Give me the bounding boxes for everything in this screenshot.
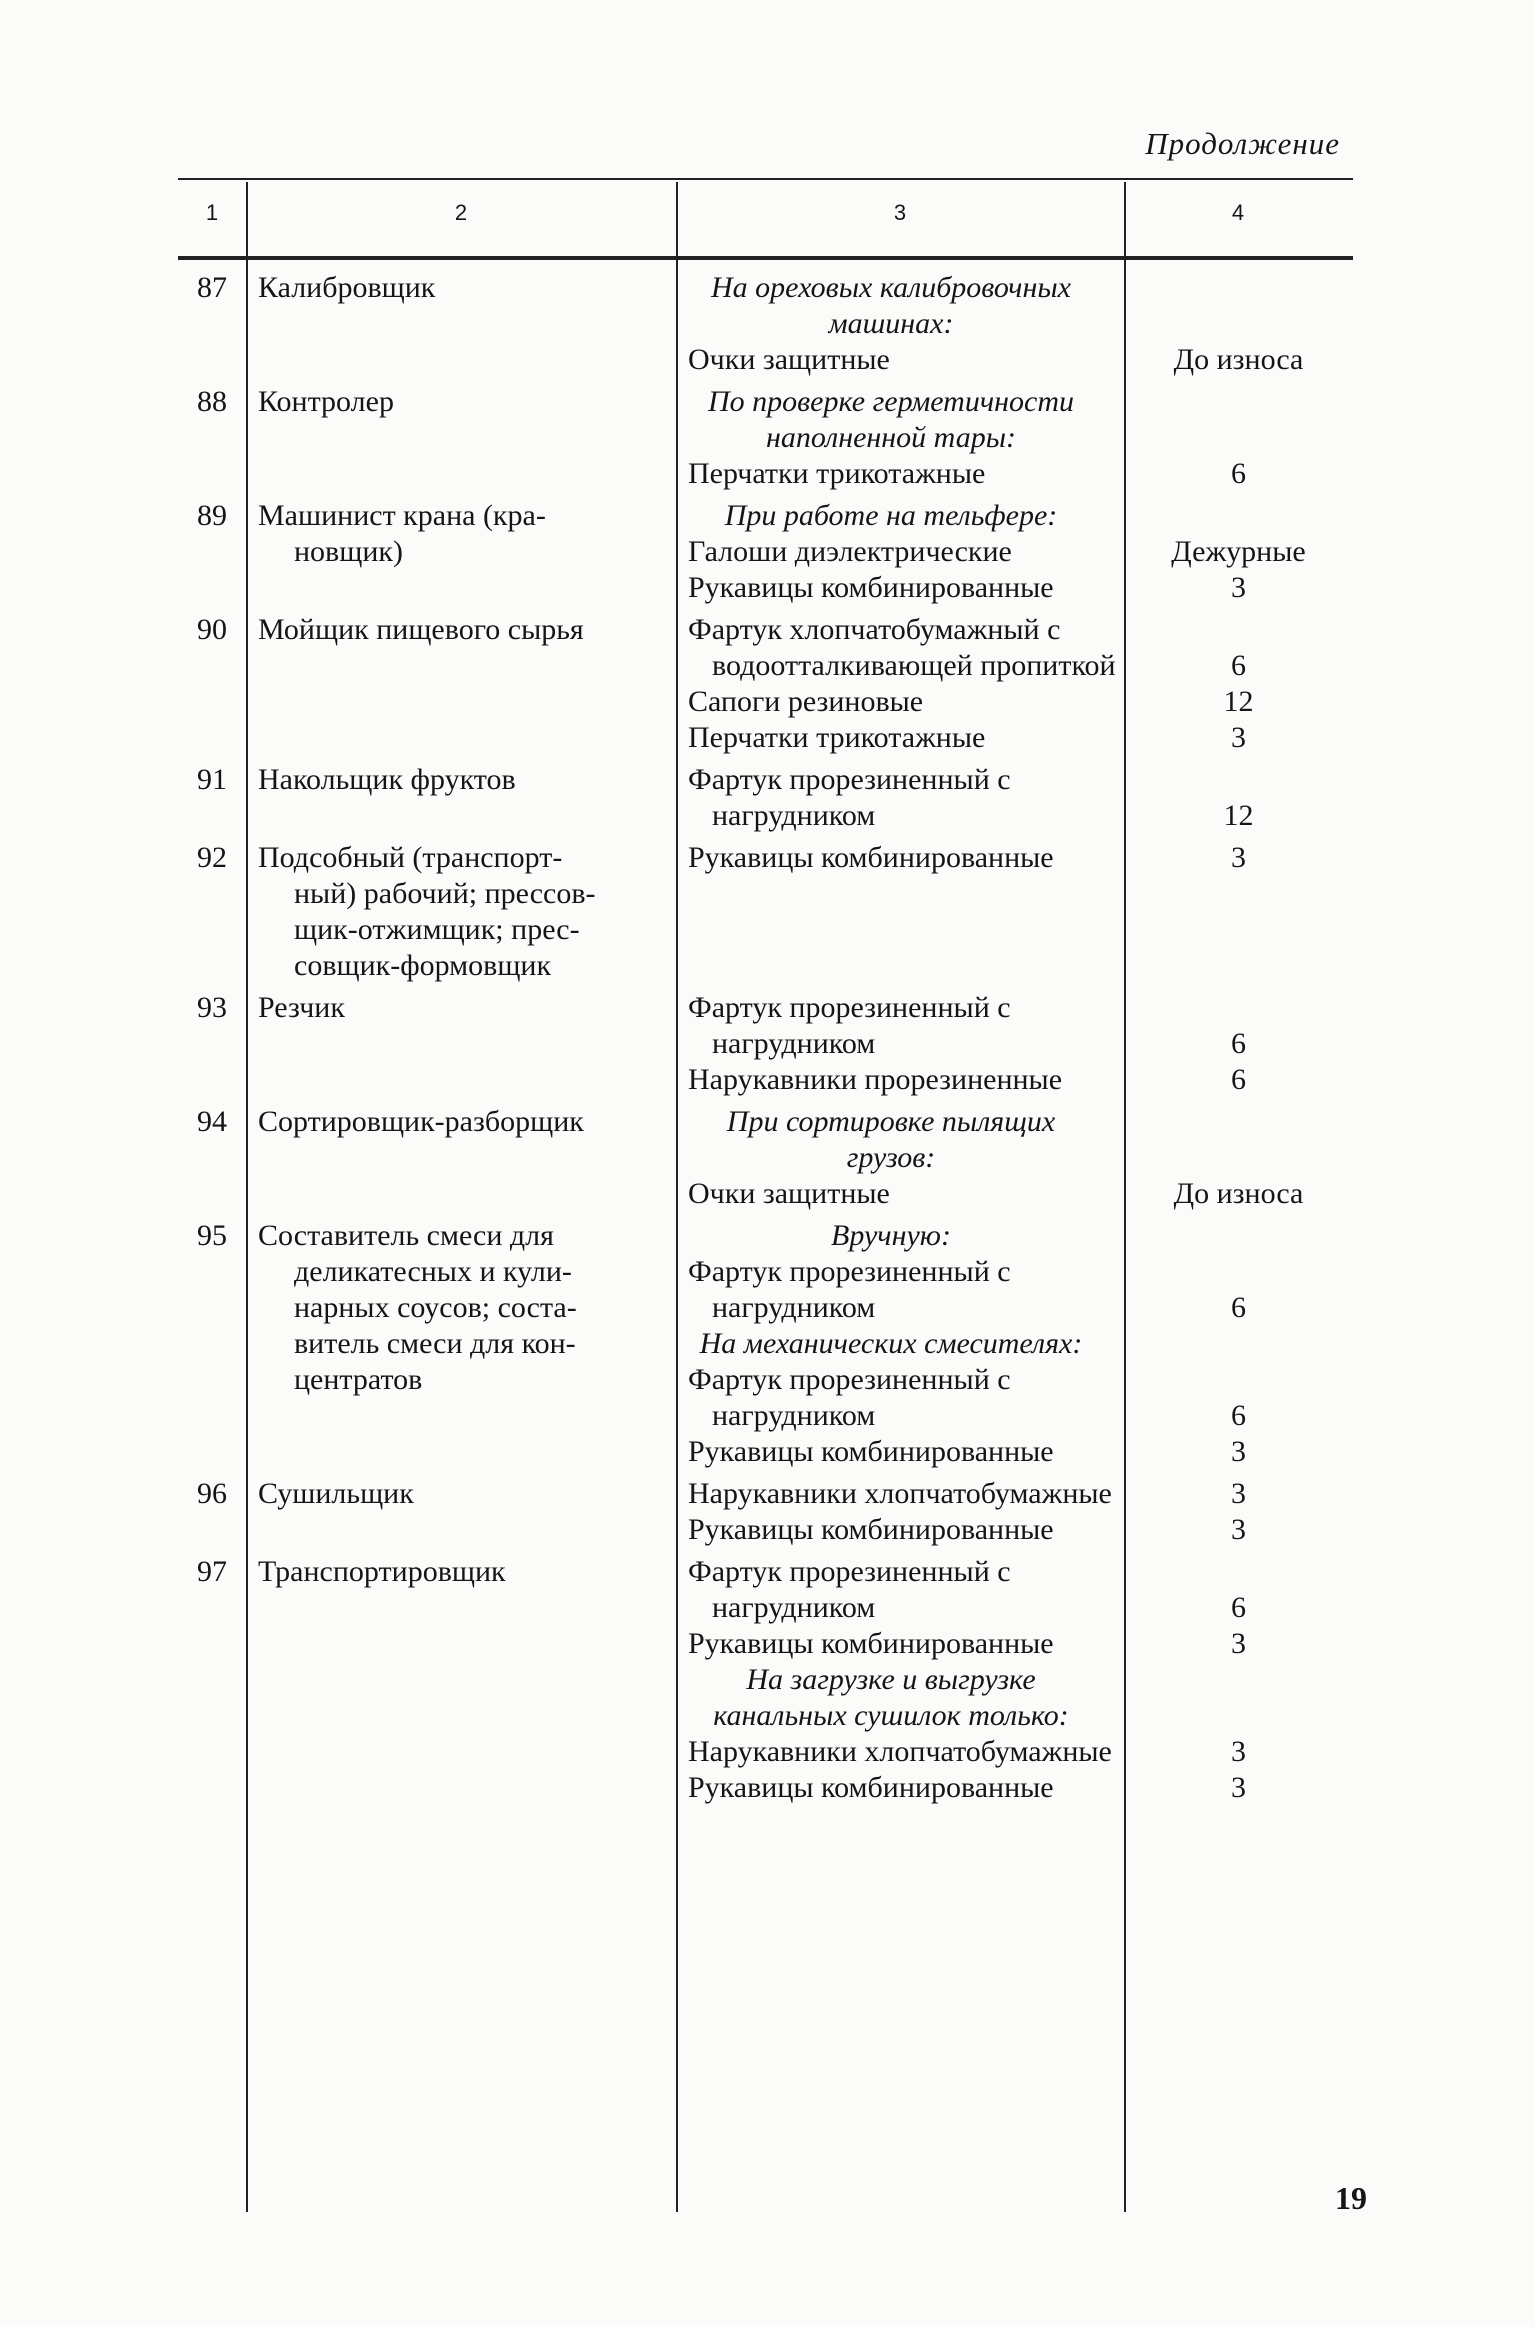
items-cell xyxy=(676,762,1353,834)
occupation-cell xyxy=(246,990,676,1026)
condition-heading: На загрузке и выгрузке канальных сушилок только: xyxy=(713,1663,1069,1732)
wear-period: 3 xyxy=(1231,721,1246,754)
table-top-rule xyxy=(178,178,1353,180)
occupation-line: витель смеси для кон- xyxy=(294,1327,576,1360)
table-row xyxy=(178,990,1353,1098)
row-number: 87 xyxy=(197,271,227,304)
ppe-item xyxy=(676,1476,1353,1512)
row-number: 89 xyxy=(197,499,227,532)
condition-heading: По проверке герметичности наполненной тары: xyxy=(707,385,1075,454)
ppe-item xyxy=(676,384,1353,456)
ppe-item xyxy=(676,684,1353,720)
table-row xyxy=(178,498,1353,606)
occupation-line: нарных соусов; соста- xyxy=(294,1291,577,1324)
wear-period: Дежурные xyxy=(1171,535,1306,568)
wear-period: 6 xyxy=(1231,649,1246,682)
ppe-item xyxy=(676,1218,1353,1254)
ppe-item-name: Фартук прорезиненный с нагрудником xyxy=(688,1555,1011,1624)
wear-period: 3 xyxy=(1231,1735,1246,1768)
table-row xyxy=(178,612,1353,756)
items-cell xyxy=(676,384,1353,492)
ppe-item xyxy=(676,1104,1353,1176)
wear-period: 3 xyxy=(1231,571,1246,604)
condition-heading: При работе на тельфере: xyxy=(724,499,1058,532)
ppe-item xyxy=(676,456,1353,492)
occupation-line: ный) рабочий; прессов- xyxy=(294,877,596,910)
wear-period: 12 xyxy=(1223,799,1254,832)
items-cell xyxy=(676,1104,1353,1212)
ppe-item-name: Очки защитные xyxy=(688,343,890,376)
ppe-item xyxy=(676,1062,1353,1098)
occupation-cell xyxy=(246,840,676,984)
row-number: 97 xyxy=(197,1555,227,1588)
column-header-3: 3 xyxy=(893,200,907,225)
occupation-line: центратов xyxy=(294,1363,423,1396)
occupation-cell xyxy=(246,1104,676,1140)
condition-heading: На механических смесителях: xyxy=(699,1327,1083,1360)
items-cell xyxy=(676,1554,1353,1806)
occupation-line: Резчик xyxy=(258,991,345,1024)
occupation-line: Подсобный (транспорт- xyxy=(258,841,563,874)
ppe-item-name: Очки защитные xyxy=(688,1177,890,1210)
ppe-item xyxy=(676,1554,1353,1626)
table-row xyxy=(178,384,1353,492)
ppe-item-name: Фартук прорезиненный с нагрудником xyxy=(688,763,1011,832)
table-row xyxy=(178,1476,1353,1548)
wear-period: 3 xyxy=(1231,1771,1246,1804)
ppe-item-name: Рукавицы комбинированные xyxy=(688,1513,1054,1546)
occupation-line: совщик-формовщик xyxy=(294,949,552,982)
occupation-line: Сушильщик xyxy=(258,1477,414,1510)
items-cell xyxy=(676,990,1353,1098)
wear-period: 3 xyxy=(1231,1435,1246,1468)
ppe-item xyxy=(676,1512,1353,1548)
table-row xyxy=(178,1218,1353,1470)
occupation-line: Машинист крана (кра- xyxy=(258,499,546,532)
ppe-item xyxy=(676,534,1353,570)
ppe-item xyxy=(676,720,1353,756)
ppe-item-name: Сапоги резиновые xyxy=(688,685,924,718)
table-body xyxy=(178,270,1353,1812)
condition-heading: На ореховых калибровочных машинах: xyxy=(711,271,1071,340)
ppe-item xyxy=(676,1734,1353,1770)
occupation-cell xyxy=(246,1554,676,1590)
ppe-item xyxy=(676,762,1353,834)
ppe-item xyxy=(676,1362,1353,1434)
ppe-item xyxy=(676,1176,1353,1212)
ppe-item-name: Галоши диэлектрические xyxy=(688,535,1012,568)
items-cell xyxy=(676,498,1353,606)
ppe-item-name: Рукавицы комбинированные xyxy=(688,571,1054,604)
ppe-item-name: Нарукавники хлопчатобумажные xyxy=(688,1477,1112,1510)
ppe-item-name: Перчатки трикотажные xyxy=(688,457,986,490)
items-cell xyxy=(676,612,1353,756)
occupation-line: новщик) xyxy=(294,535,403,568)
occupation-line: Накольщик фруктов xyxy=(258,763,516,796)
continued-label: Продолжение xyxy=(1145,126,1340,161)
wear-period: 3 xyxy=(1231,841,1246,874)
occupation-line: Мойщик пищевого сырья xyxy=(258,613,584,646)
ppe-item-name: Нарукавники хлопчатобумажные xyxy=(688,1735,1112,1768)
occupation-cell xyxy=(246,1476,676,1512)
ppe-item xyxy=(676,1434,1353,1470)
items-cell xyxy=(676,270,1353,378)
ppe-item xyxy=(676,612,1353,684)
column-header-4: 4 xyxy=(1231,200,1245,225)
table-row xyxy=(178,1554,1353,1806)
wear-period: 6 xyxy=(1231,1027,1246,1060)
items-cell xyxy=(676,1476,1353,1548)
ppe-item xyxy=(676,270,1353,342)
table-row xyxy=(178,270,1353,378)
wear-period: До износа xyxy=(1173,1177,1304,1210)
table-row xyxy=(178,762,1353,834)
wear-period: 3 xyxy=(1231,1477,1246,1510)
ppe-item xyxy=(676,1326,1353,1362)
occupation-cell xyxy=(246,498,676,570)
occupation-line: Контролер xyxy=(258,385,394,418)
items-cell xyxy=(676,840,1353,876)
ppe-item xyxy=(676,990,1353,1062)
ppe-item-name: Рукавицы комбинированные xyxy=(688,841,1054,874)
ppe-item xyxy=(676,1626,1353,1662)
ppe-item-name: Рукавицы комбинированные xyxy=(688,1627,1054,1660)
row-number: 94 xyxy=(197,1105,227,1138)
row-number: 90 xyxy=(197,613,227,646)
ppe-item xyxy=(676,1770,1353,1806)
ppe-item xyxy=(676,1662,1353,1734)
wear-period: 6 xyxy=(1231,1399,1246,1432)
column-header-2: 2 xyxy=(454,200,468,225)
ppe-item xyxy=(676,1254,1353,1326)
wear-period: 6 xyxy=(1231,1063,1246,1096)
row-number: 95 xyxy=(197,1219,227,1252)
ppe-item-name: Фартук прорезиненный с нагрудником xyxy=(688,991,1011,1060)
occupation-line: Транспортировщик xyxy=(258,1555,506,1588)
ppe-item xyxy=(676,840,1353,876)
ppe-item-name: Фартук прорезиненный с нагрудником xyxy=(688,1255,1011,1324)
ppe-item-name: Нарукавники прорезиненные xyxy=(688,1063,1063,1096)
occupation-cell xyxy=(246,384,676,420)
table-row xyxy=(178,840,1353,984)
ppe-item-name: Перчатки трикотажные xyxy=(688,721,986,754)
occupation-line: Составитель смеси для xyxy=(258,1219,554,1252)
wear-period: 3 xyxy=(1231,1513,1246,1546)
occupation-line: деликатесных и кули- xyxy=(294,1255,572,1288)
ppe-item-name: Фартук хлопчатобумажный с водоотталкивающей пропиткой xyxy=(688,613,1116,682)
occupation-line: Сортировщик-разборщик xyxy=(258,1105,584,1138)
condition-heading: Вручную: xyxy=(831,1219,951,1252)
row-number: 88 xyxy=(197,385,227,418)
occupation-line: Калибровщик xyxy=(258,271,436,304)
wear-period: До износа xyxy=(1173,343,1304,376)
ppe-item-name: Фартук прорезиненный с нагрудником xyxy=(688,1363,1011,1432)
table-header-rule xyxy=(178,256,1353,260)
row-number: 96 xyxy=(197,1477,227,1510)
occupation-cell xyxy=(246,762,676,798)
ppe-item-name: Рукавицы комбинированные xyxy=(688,1435,1054,1468)
page-number: 19 xyxy=(1335,2180,1367,2216)
ppe-item-name: Рукавицы комбинированные xyxy=(688,1771,1054,1804)
occupation-cell xyxy=(246,612,676,648)
occupation-cell xyxy=(246,270,676,306)
wear-period: 6 xyxy=(1231,457,1246,490)
wear-period: 3 xyxy=(1231,1627,1246,1660)
ppe-item xyxy=(676,498,1353,534)
ppe-item xyxy=(676,570,1353,606)
wear-period: 6 xyxy=(1231,1291,1246,1324)
row-number: 92 xyxy=(197,841,227,874)
items-cell xyxy=(676,1218,1353,1470)
occupation-cell xyxy=(246,1218,676,1398)
occupation-line: щик-отжимщик; прес- xyxy=(294,913,580,946)
ppe-item xyxy=(676,342,1353,378)
wear-period: 12 xyxy=(1223,685,1254,718)
wear-period: 6 xyxy=(1231,1591,1246,1624)
table-row xyxy=(178,1104,1353,1212)
condition-heading: При сортировке пылящих грузов: xyxy=(726,1105,1056,1174)
column-header-1: 1 xyxy=(205,200,219,225)
row-number: 91 xyxy=(197,763,227,796)
row-number: 93 xyxy=(197,991,227,1024)
